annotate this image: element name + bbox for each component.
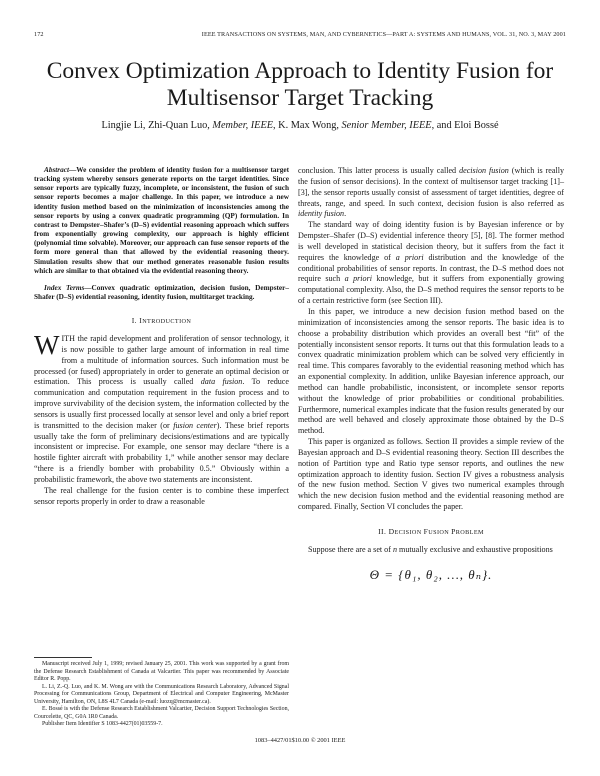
- section-heading-problem: II. DECISION FUSION PROBLEM: [378, 527, 484, 536]
- footnote-affiliation-2: E. Bossé is with the Defense Research Establishment Valcartier, Decision Support Technologies Section, Courcelette, QC, G0A 1R0 Canada.: [34, 706, 289, 720]
- index-terms: [34, 284, 289, 302]
- author-names-1: Lingjie Li, Zhi-Quan Luo,: [101, 120, 213, 131]
- journal-name: IEEE TRANSACTIONS ON SYSTEMS, MAN, AND CYBERNETICS—PART A: SYSTEMS AND HUMANS, VOL. 31, NO. 3, MAY 2001: [201, 31, 566, 38]
- right-paragraph-3: In this paper, we introduce a new decision fusion method based on the minimization of inconsistencies among the sensor reports. The basic idea is to choose a probability distribution which provides an overall best “fit” of the potentially inconsistent sensor reports. It turns out that this formulation leads to a convex quadratic minimization problem which can be solved very efficiently in real time. This compares favorably to the evidential reasoning method which has an exponential complexity. In addition, unlike Bayesian inference approach, our method can handle probabilistic, inconsistent, or incomplete sensor reports without the knowledge of prior probabilities or conditional probabilities. Furthermore, numerical examples indicate that the fusion results generated by our method are well behaved and closely approximate those obtained by the D–S method.: [298, 306, 564, 436]
- equation-proposition-set: Θ = {θ₁, θ₂, …, θₙ}.: [369, 566, 493, 582]
- author-role-1: Member, IEEE: [212, 120, 274, 131]
- index-terms-text: —Convex quadratic optimization, decision fusion, Dempster–Shafer (D–S) evidential reasoning, identity fusion, multitarget tracking.: [34, 283, 289, 302]
- footnotes: [34, 661, 289, 729]
- problem-paragraph-1: Suppose there are a set of n mutually exclusive and exhaustive propositions: [308, 544, 553, 554]
- footnote-manuscript: Manuscript received July 1, 1999; revised January 25, 2001. This work was supported by a grant from the Defense Research Establishment of Canada at Valcartier. This paper was recommended by Associate Editor R. Popp.: [34, 661, 289, 682]
- author-names-2: , K. Max Wong,: [273, 120, 342, 131]
- footnote-rule: [34, 657, 92, 658]
- section-heading-intro: I. INTRODUCTION: [131, 316, 192, 326]
- copyright-footer: 1083–4427/01$10.00 © 2001 IEEE: [254, 737, 346, 744]
- intro-paragraph-1: WITH the rapid development and proliferation of sensor technology, it is now possible to gather large amount of information in real time from a multitude of information sources. Such information must be processed (or fused) appropriately in order to generate an optimal decision or estimation. This process is usually called data fusion. To reduce communication and computation requirement in the fusion process and to improve survivability of the decision system, the information collected by the sensors is usually first processed locally at sensor level and only a brief report is transmitted to the decision maker (or fusion center). These brief reports usually take the form of preliminary decisions/estimations and are typically inconsistent or imprecise. For example, one sensor may declare “there is a hostile fighter aircraft with probability 1,” while another sensor may declare “there is a friendly bomber with probability 0.5.” Obviously within a probabilistic framework, the above two statements are inconsistent.: [34, 330, 289, 484]
- abstract: [34, 166, 289, 276]
- paper-title: Convex Optimization Approach to Identity Fusion for Multisensor Target Tracking: [46, 58, 554, 111]
- author-names-3: , and Eloi Bossé: [431, 120, 499, 131]
- right-column: [298, 166, 564, 581]
- author-line: [20, 119, 580, 132]
- abstract-label: Abstract: [44, 166, 69, 174]
- right-paragraph-4: This paper is organized as follows. Section II provides a simple review of the Bayesian approach and D–S evidential reasoning theory. Section III describes the notion of Partition type and Ratio type sensor reports, and outlines the new optimization approach to identity fusion. Section IV gives a robustness analysis of the new fusion method. Section V gives two numerical examples through which the new decision fusion method and the evidential reasoning method are compared. Finally, Section VI concludes the paper.: [298, 437, 564, 512]
- drop-cap: W: [34, 330, 60, 361]
- right-paragraph-2: The standard way of doing identity fusion is by Bayesian inference or by Dempster–Shafer (D–S) evidential inference theory [5], [8]. The former method is well developed in statistical decision theory, but it suffers from the fact it requires the knowledge of a priori distribution and the knowledge of the conditional probabilities of sensor reports. In contrast, the D–S method does not require such a priori knowledge, but it suffers from exponentially growing computational complexity. Also, the D–S method requires the sensor reports to be of a certain restrictive form (see Section III).: [298, 220, 564, 306]
- right-paragraph-1: conclusion. This latter process is usually called decision fusion (which is really the fusion of sensor decisions). In the context of multisensor target tracking [1]–[3], the sensor reports usually consist of assessment of target identities, degree of threats, range, and speed. In such context, decision fusion is also referred as identity fusion.: [298, 166, 564, 219]
- page-number: 172: [34, 31, 44, 38]
- intro-paragraph-2: The real challenge for the fusion center is to combine these imperfect sensor reports properly in order to draw a reasonable: [34, 485, 289, 506]
- footnote-affiliation-1: L. Li, Z.-Q. Luo, and K. M. Wong are with the Communications Research Laboratory, Advanced Signal Processing for Communications Group, Department of Electrical and Computer Engineering, McMaster University, Hamilton, ON, L8S 4L7 Canada (e-mail: luozq@mcmaster.ca).: [34, 683, 289, 705]
- abstract-text: —We consider the problem of identity fusion for a multisensor target tracking system whereby sensors generate reports on the target identities. Since sensor reports are typically fuzzy, incomplete, or inconsistent, the fusion of such sensor reports becomes a major challenge. In this paper, we introduce a new identity fusion method based on the minimization of inconsistencies among the sensor reports by using a convex quadratic programming (QP) formulation. In contrast to Dempster–Shafer’s (D–S) evidential reasoning approach which suffers from exponentially growing complexity, our approach is highly efficient (polynomial time solvable). Moreover, our approach can fuse sensor reports of the form more general than that allowed by the evidential reasoning theory. Simulation results show that our method generates reasonable fusion results which are similar to that obtained via the evidential reasoning theory.: [34, 166, 289, 275]
- footnote-identifier: Publisher Item Identifier S 1083-4427(01)03559-7.: [42, 721, 163, 727]
- running-header: [34, 31, 566, 41]
- index-terms-label: Index Terms: [44, 283, 85, 292]
- left-column: [34, 166, 289, 508]
- author-role-2: Senior Member, IEEE: [341, 120, 432, 131]
